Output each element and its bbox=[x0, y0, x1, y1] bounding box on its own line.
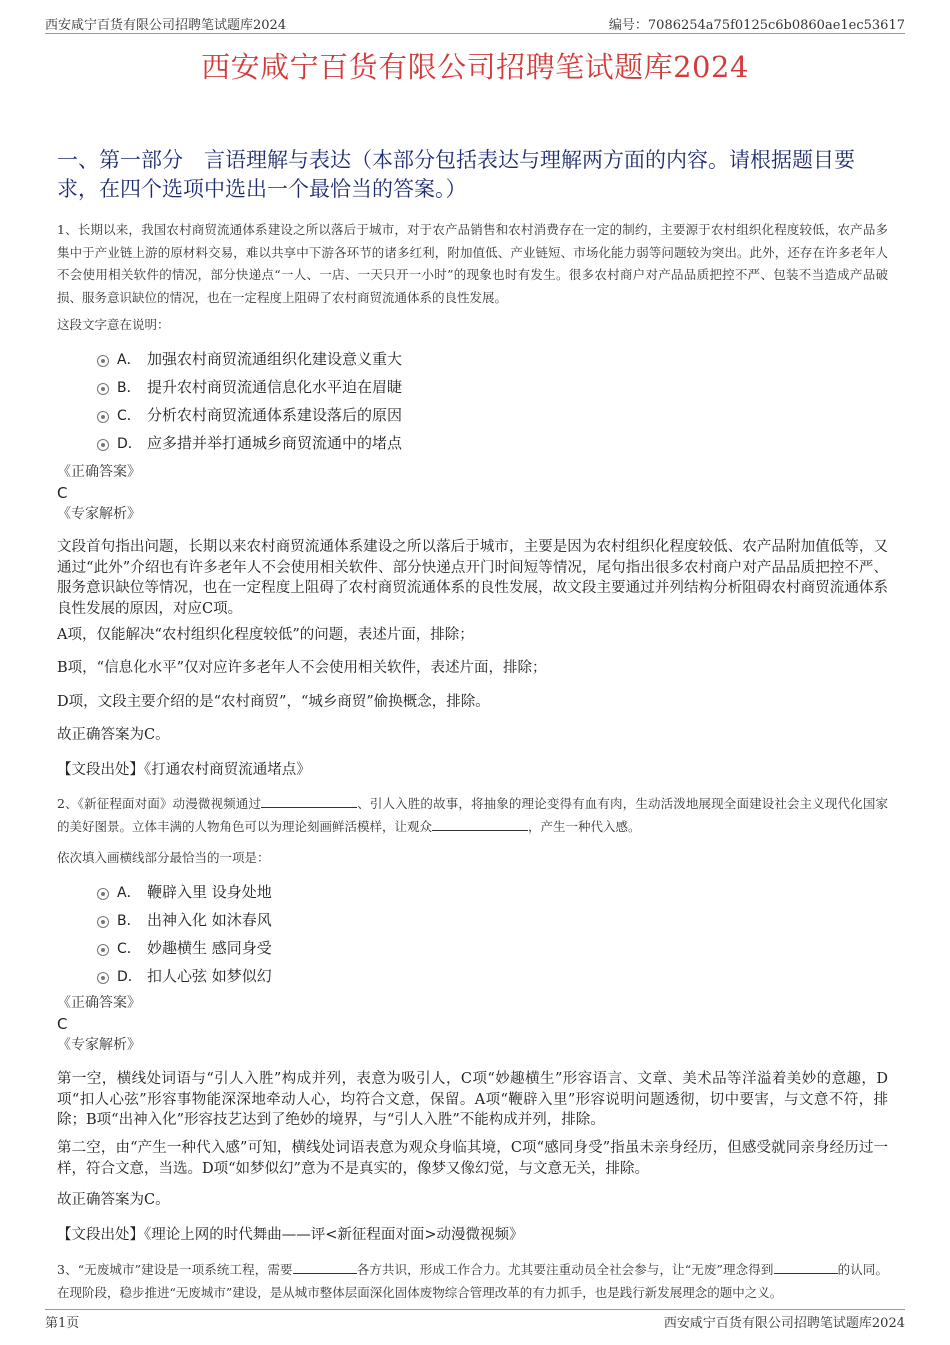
radio-icon[interactable] bbox=[97, 944, 109, 956]
option-d[interactable] bbox=[57, 430, 888, 458]
option-letter: D． bbox=[117, 969, 142, 985]
section-heading: 一、第一部分 言语理解与表达（本部分包括表达与理解两方面的内容。请根据题目要求，在四个选项中选出一个最恰当的答案。） bbox=[57, 148, 855, 201]
option-text: 鞭辟入里 设身处地 bbox=[147, 883, 272, 901]
question-2 bbox=[57, 793, 888, 838]
analysis-paragraph: 第一空，横线处词语与“引人入胜”构成并列，表意为吸引人，C项“妙趣横生”形容语言、文章、美术品等洋溢着美妙的意趣，D项“扣人心弦”形容事物能深深地牵动人心，均符合文意，保留。A项“鞭辟入里”形容说明问题透彻，切中要害，与文意不符，排除；B项“出神入化”形容技艺达到了绝妙的境界，与“引人入胜”不能构成并列，排除。 bbox=[57, 1071, 888, 1128]
expert-analysis-label: 《专家解析》 bbox=[57, 506, 141, 522]
option-letter: C． bbox=[117, 941, 141, 957]
radio-icon[interactable] bbox=[97, 439, 109, 451]
fill-blank-2[interactable] bbox=[432, 818, 528, 831]
footer-divider bbox=[45, 1309, 905, 1310]
analysis-line-b bbox=[57, 658, 888, 679]
option-text: 妙趣横生 感同身受 bbox=[147, 939, 272, 957]
option-text: 扣人心弦 如梦似幻 bbox=[147, 967, 272, 985]
option-b[interactable] bbox=[57, 907, 888, 935]
source-citation: 【文段出处】《理论上网的时代舞曲——评<新征程面对面>动漫微视频》 bbox=[57, 1227, 524, 1243]
analysis-paragraph: 故正确答案为C。 bbox=[57, 727, 170, 743]
analysis-line-d bbox=[57, 692, 888, 713]
question-1-prompt: 这段文字意在说明： bbox=[57, 317, 170, 332]
analysis-paragraph: B项，“信息化水平”仅对应许多老年人不会使用相关软件，表述片面，排除； bbox=[57, 660, 547, 676]
fill-blank-2[interactable] bbox=[774, 1261, 838, 1274]
question-2-options bbox=[57, 879, 888, 991]
question-1-analysis bbox=[57, 537, 888, 619]
option-text: 分析农村商贸流通体系建设落后的原因 bbox=[147, 406, 403, 424]
header-doc-title: 西安咸宁百货有限公司招聘笔试题库2024 bbox=[45, 18, 287, 33]
question-1-answer-block bbox=[57, 462, 888, 525]
question-1 bbox=[57, 219, 888, 309]
option-letter: B． bbox=[117, 913, 141, 929]
option-text: 加强农村商贸流通组织化建设意义重大 bbox=[147, 350, 403, 368]
question-2-prompt-wrap bbox=[57, 848, 888, 866]
option-d[interactable] bbox=[57, 963, 888, 991]
option-letter: B． bbox=[117, 380, 141, 396]
option-letter: D． bbox=[117, 436, 142, 452]
option-b[interactable] bbox=[57, 374, 888, 402]
page-title: 西安咸宁百货有限公司招聘笔试题库2024 bbox=[201, 50, 749, 84]
radio-icon[interactable] bbox=[97, 972, 109, 984]
header-doc-id: 编号：7086254a75f0125c6b0860ae1ec53617 bbox=[608, 18, 905, 33]
option-text: 应多措并举打通城乡商贸流通中的堵点 bbox=[147, 434, 403, 452]
question-2-analysis-1 bbox=[57, 1069, 888, 1131]
radio-icon[interactable] bbox=[97, 888, 109, 900]
analysis-line-a bbox=[57, 625, 888, 646]
option-letter: A． bbox=[117, 885, 141, 901]
option-c[interactable] bbox=[57, 402, 888, 430]
option-a[interactable] bbox=[57, 346, 888, 374]
option-text: 出神入化 如沐春风 bbox=[147, 911, 272, 929]
correct-answer-label: 《正确答案》 bbox=[57, 995, 141, 1011]
question-2-answer-block bbox=[57, 993, 888, 1056]
question-3 bbox=[57, 1259, 888, 1304]
analysis-paragraph: 第二空，由“产生一种代入感”可知，横线处词语表意为观众身临其境，C项“感同身受”指虽未亲身经历，但感受就同亲身经历过一样，符合文意，当选。D项“如梦似幻”意为不是真实的，像梦又像幻觉，与文意无关，排除。 bbox=[57, 1140, 888, 1177]
radio-icon[interactable] bbox=[97, 355, 109, 367]
question-2-conclusion bbox=[57, 1190, 888, 1211]
question-1-prompt-wrap bbox=[57, 315, 888, 333]
option-c[interactable] bbox=[57, 935, 888, 963]
question-2-source bbox=[57, 1225, 888, 1246]
analysis-paragraph: 文段首句指出问题，长期以来农村商贸流通体系建设之所以落后于城市，主要是因为农村组织化程度较低、农产品附加值低等，又通过“此外”介绍也有许多老年人不会使用相关软件、部分快递点开门时间短等情况，尾句指出很多农村商户对产品品质把控不严、服务意识缺位等情况，也在一定程度上阻碍了农村商贸流通体系的良性发展，故文段主要通过并列结构分析阻碍农村商贸流通体系良性发展的原因，对应C项。 bbox=[57, 539, 888, 617]
radio-icon[interactable] bbox=[97, 916, 109, 928]
question-1-source bbox=[57, 760, 888, 781]
source-citation: 【文段出处】《打通农村商贸流通堵点》 bbox=[57, 762, 311, 778]
fill-blank-1[interactable] bbox=[261, 795, 357, 808]
correct-answer-value: C bbox=[57, 1015, 68, 1033]
option-letter: A． bbox=[117, 352, 141, 368]
analysis-conclusion bbox=[57, 725, 888, 746]
radio-icon[interactable] bbox=[97, 411, 109, 423]
footer-doc-title: 西安咸宁百货有限公司招聘笔试题库2024 bbox=[663, 1316, 905, 1331]
question-2-text: 2、《新征程面对面》动漫微视频通过 、引人入胜的故事，将抽象的理论变得有血有肉，生动活泼地展现全面建设社会主义现代化国家的美好图景。立体丰满的人物角色可以为理论刻画鲜活模样，让观众 ，产生一种代入感。 bbox=[57, 796, 888, 834]
option-text: 提升农村商贸流通信息化水平迫在眉睫 bbox=[147, 378, 403, 396]
question-1-options bbox=[57, 346, 888, 458]
question-3-text: 3、“无废城市”建设是一项系统工程，需要 各方共识，形成工作合力。尤其要注重动员全社会参与，让“无废”理念得到 的认同。在现阶段，稳步推进“无废城市”建设，是从城市整体层面深化固体废物综合管理改革的有力抓手，也是践行新发展理念的题中之义。 bbox=[57, 1262, 888, 1300]
question-2-analysis-2 bbox=[57, 1138, 888, 1179]
page-number: 第1页 bbox=[45, 1316, 80, 1331]
radio-icon[interactable] bbox=[97, 383, 109, 395]
correct-answer-label: 《正确答案》 bbox=[57, 464, 141, 480]
fill-blank-1[interactable] bbox=[293, 1261, 357, 1274]
analysis-paragraph: D项，文段主要介绍的是“农村商贸”，“城乡商贸”偷换概念，排除。 bbox=[57, 694, 490, 710]
question-1-text: 1、长期以来，我国农村商贸流通体系建设之所以落后于城市，对于农产品销售和农村消费存在一定的制约，主要源于农村组织化程度较低，农产品多集中于产业链上游的原材料交易，难以共享中下游各环节的诸多红利，附加值低、产业链短、市场化能力弱等问题较为突出。此外，还存在许多老年人不会使用相关软件的情况，部分快递点“一人、一店、一天只开一小时”的现象也时有发生。很多农村商户对产品品质把控不严、包装不当造成产品破损、服务意识缺位的情况，也在一定程度上阻碍了农村商贸流通体系的良性发展。 bbox=[57, 222, 888, 305]
expert-analysis-label: 《专家解析》 bbox=[57, 1037, 141, 1053]
analysis-paragraph: 故正确答案为C。 bbox=[57, 1192, 170, 1208]
option-letter: C． bbox=[117, 408, 141, 424]
correct-answer-value: C bbox=[57, 484, 68, 502]
question-2-prompt: 依次填入画横线部分最恰当的一项是： bbox=[57, 850, 270, 865]
header-divider bbox=[45, 33, 905, 34]
option-a[interactable] bbox=[57, 879, 888, 907]
analysis-paragraph: A项，仅能解决“农村组织化程度较低”的问题，表述片面，排除； bbox=[57, 627, 474, 643]
